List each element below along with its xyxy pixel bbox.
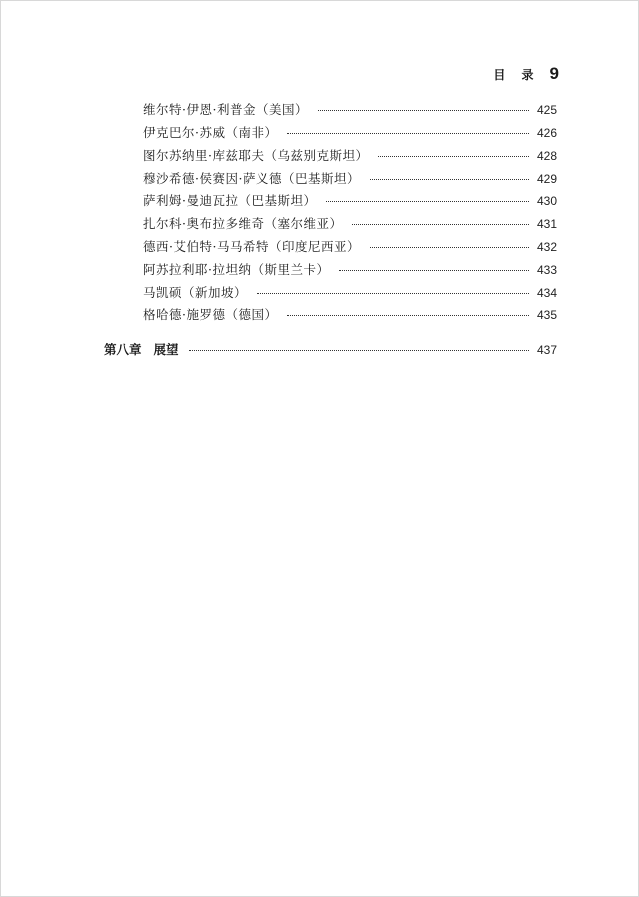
dot-leader [189, 350, 529, 351]
toc-entry-page: 428 [536, 149, 557, 163]
toc-entry-label: 穆沙希德·侯赛因·萨义德（巴基斯坦） [143, 171, 360, 186]
dot-leader [370, 247, 529, 248]
toc-entry-page: 433 [536, 263, 557, 277]
toc-entry-label: 格哈德·施罗德（德国） [143, 307, 278, 322]
dot-leader [339, 270, 528, 271]
page-number: 9 [549, 64, 559, 83]
header-title: 目 录 [493, 68, 540, 82]
toc-entry[interactable] [143, 102, 557, 118]
dot-leader [287, 315, 528, 316]
chapter-heading [104, 342, 179, 358]
toc-entry[interactable] [143, 125, 557, 141]
toc-entry[interactable] [143, 262, 557, 278]
toc-entry[interactable] [143, 193, 557, 209]
toc-entry[interactable] [143, 216, 557, 232]
toc-entry-page: 425 [536, 103, 557, 117]
toc-entry-label: 伊克巴尔·苏威（南非） [143, 125, 278, 140]
toc-entry-label: 萨利姆·曼迪瓦拉（巴基斯坦） [143, 193, 317, 208]
toc-entry-page: 430 [536, 194, 557, 208]
toc-entry[interactable] [143, 239, 557, 255]
running-header [493, 64, 559, 84]
toc-entry-page: 435 [536, 308, 557, 322]
toc-entry-label: 马凯硕（新加坡） [143, 285, 248, 300]
dot-leader [378, 156, 528, 157]
toc-entry-label: 阿苏拉利耶·拉坦纳（斯里兰卡） [143, 262, 330, 277]
toc-entry-page: 431 [536, 217, 557, 231]
toc-entry[interactable] [143, 148, 557, 164]
toc-entry-label: 维尔特·伊恩·利普金（美国） [143, 102, 308, 117]
chapter-page: 437 [536, 343, 557, 357]
toc-entry-page: 434 [536, 286, 557, 300]
toc-entry-label: 图尔苏纳里·库兹耶夫（乌兹别克斯坦） [143, 148, 369, 163]
dot-leader [370, 179, 529, 180]
toc-entry[interactable] [143, 307, 557, 323]
toc-entry-page: 426 [536, 126, 557, 140]
chapter-number: 第八章 [104, 342, 142, 357]
dot-leader [257, 293, 529, 294]
dot-leader [352, 224, 528, 225]
toc-chapter-entry[interactable] [104, 342, 557, 358]
chapter-title: 展望 [153, 342, 179, 357]
toc-entry[interactable] [143, 171, 557, 187]
toc-entry-page: 429 [536, 172, 557, 186]
dot-leader [287, 133, 528, 134]
toc-entry-label: 德西·艾伯特·马马希特（印度尼西亚） [143, 239, 360, 254]
toc-entry[interactable] [143, 285, 557, 301]
toc-entry-page: 432 [536, 240, 557, 254]
dot-leader [318, 110, 529, 111]
toc-entry-label: 扎尔科·奥布拉多维奇（塞尔维亚） [143, 216, 343, 231]
dot-leader [326, 201, 528, 202]
